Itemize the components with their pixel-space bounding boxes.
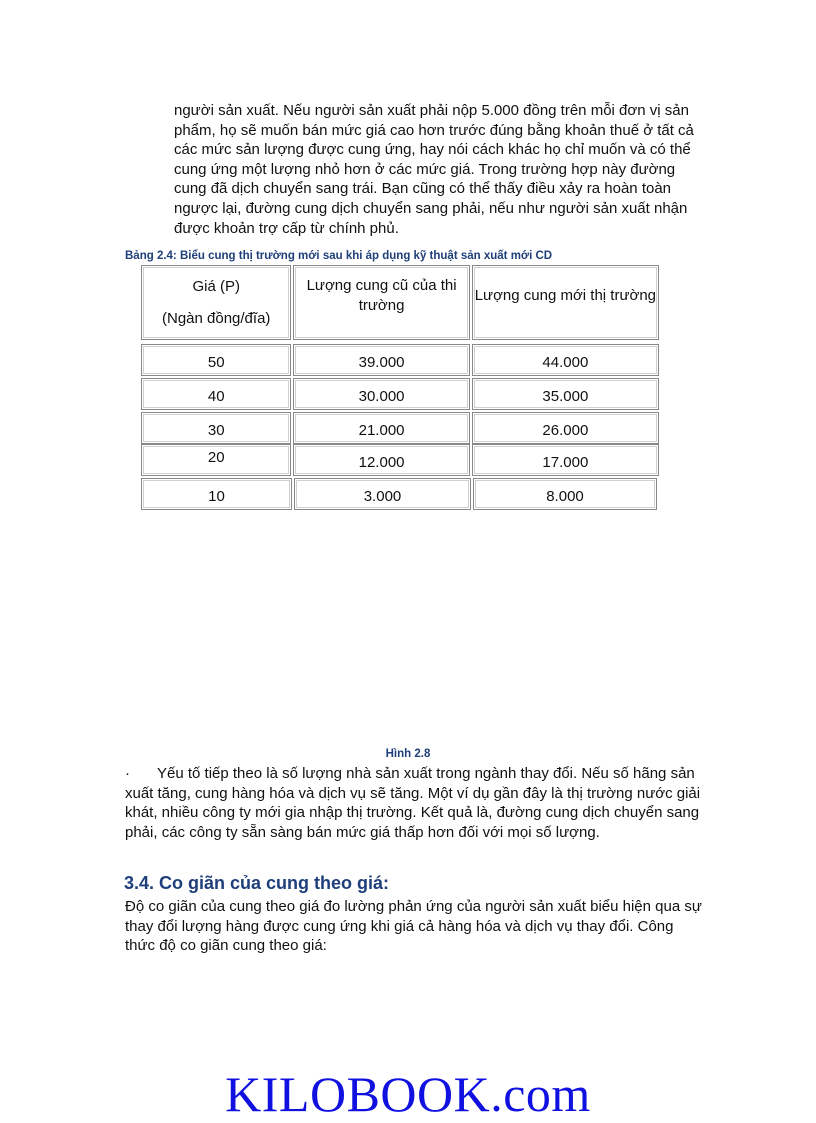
bullet-mark: · [125,765,130,782]
table-row [141,378,659,410]
price-cell: 40 [141,378,291,410]
price-cell: 10 [141,478,292,510]
price-header-line2: (Ngàn đồng/đĩa) [162,309,271,327]
table-header-row [141,265,659,340]
price-cell: 30 [141,412,291,444]
intro-paragraph: người sản xuất. Nếu người sản xuất phải nộp 5.000 đồng trên mỗi đơn vị sản phẩm, họ sẽ muốn bán mức giá cao hơn trước đúng bằng khoản thuế ở tất cả các mức sản lượng được cung ứng, hay nói cách khác họ chỉ muốn và có thể cung ứng một lượng nhỏ hơn ở các mức giá. Trong trường hợp này đường cung đã dịch chuyển sang trái. Bạn cũng có thể thấy điều xảy ra hoàn toàn ngược lại, đường cung dịch chuyển sang phải, nếu như người sản xuất nhận được khoản trợ cấp từ chính phủ. [174,102,694,237]
new-supply-cell: 35.000 [472,378,659,410]
old-supply-cell: 3.000 [294,478,471,510]
figure-label: Hình 2.8 [385,748,431,760]
price-header [141,265,291,340]
table-row [141,412,659,444]
old-supply-cell: 30.000 [293,378,469,410]
old-supply-cell: 12.000 [293,444,469,476]
old-supply-header: Lượng cung cũ của thi trường [293,265,469,340]
old-supply-cell: 39.000 [293,344,469,376]
new-supply-cell: 26.000 [472,412,659,444]
producers-paragraph [125,764,705,842]
section-heading: 3.4. Co giãn của cung theo giá: [124,873,390,893]
table-row [141,444,659,476]
table-caption: Bảng 2.4: Biểu cung thị trường mới sau khi áp dụng kỹ thuật sản xuất mới CD [125,250,553,262]
table-row [141,478,659,510]
supply-table [141,265,659,510]
new-supply-header: Lượng cung mới thị trường [472,265,659,340]
price-cell: 50 [141,344,291,376]
new-supply-cell: 8.000 [473,478,657,510]
old-supply-cell: 21.000 [293,412,469,444]
price-cell: 20 [141,444,291,476]
price-header-line1: Giá (P) [192,277,240,295]
producers-paragraph-text: Yếu tố tiếp theo là số lượng nhà sản xuất trong ngành thay đổi. Nếu số hãng sản xuất tăng, cung hàng hóa và dịch vụ sẽ tăng. Một ví dụ gần đây là thị trường nước giải khát, nhiều công ty mới gia nhập thị trường. Kết quả là, đường cung dịch chuyển sang phải, các công ty sẵn sàng bán mức giá thấp hơn đối với mọi số lượng. [125,765,701,841]
new-supply-cell: 44.000 [472,344,659,376]
table-row [141,344,659,376]
new-supply-cell: 17.000 [472,444,659,476]
kilobook-watermark: KILOBOOK.com [225,1066,591,1122]
elasticity-paragraph: Độ co giãn của cung theo giá đo lường phản ứng của người sản xuất biểu hiện qua sự thay đổi lượng hàng được cung ứng khi giá cả hàng hóa và dịch vụ thay đổi. Công thức độ co giãn cung theo giá: [125,898,702,955]
